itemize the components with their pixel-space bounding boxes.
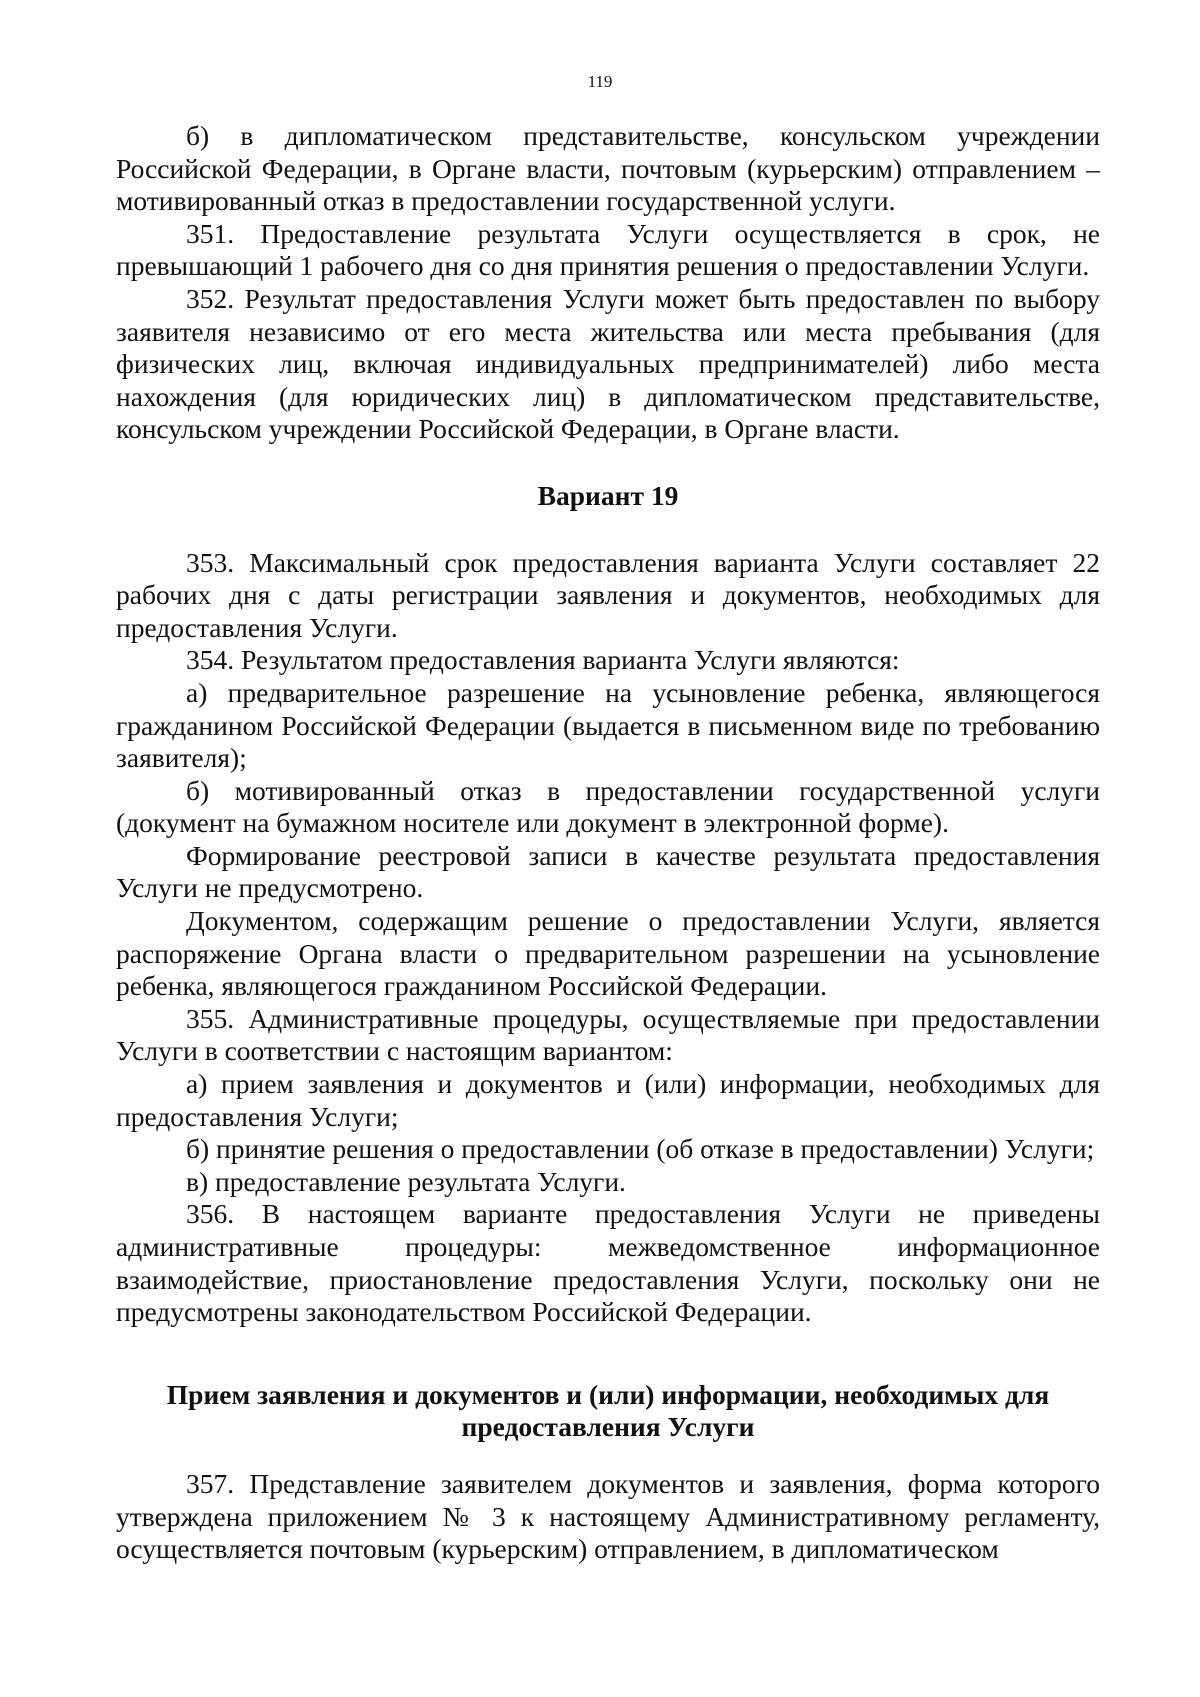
section-heading: Прием заявления и документов и (или) информации, необходимых для предоставления Услуги — [166, 1378, 1050, 1443]
paragraph-355: 355. Административные процедуры, осуществляемые при предоставлении Услуги в соответствии с настоящим вариантом: — [116, 1002, 1100, 1067]
paragraph: б) в дипломатическом представительстве, консульском учреждении Российской Федерации, в Органе власти, почтовым (курьерским) отправлением – мотивированный отказ в предоставлении государственной услуги. — [116, 120, 1100, 217]
page-number: 119 — [587, 72, 613, 91]
paragraph: Документом, содержащим решение о предоставлении Услуги, является распоряжение Органа власти о предварительном разрешении на усыновление ребенка, являющегося гражданином Российской Федерации. — [116, 905, 1100, 1002]
paragraph: а) прием заявления и документов и (или) информации, необходимых для предоставления Услуги; — [116, 1068, 1100, 1132]
paragraph: б) принятие решения о предоставлении (об отказе в предоставлении) Услуги; — [186, 1133, 1095, 1165]
paragraph-353: 353. Максимальный срок предоставления варианта Услуги составляет 22 рабочих дня с даты регистрации заявления и документов, необходимых для предоставления Услуги. — [116, 546, 1100, 643]
paragraph: Формирование реестровой записи в качестве результата предоставления Услуги не предусмотрено. — [116, 839, 1100, 904]
paragraph-354: 354. Результатом предоставления варианта Услуги являются: — [186, 644, 900, 676]
paragraph-352: 352. Результат предоставления Услуги может быть предоставлен по выбору заявителя независимо от его места жительства или места пребывания (для физических лиц, включая индивидуальных предпринимателей) либо места нахождения (для юридических лиц) в дипломатическом представительстве, консульском учреждении Российской Федерации, в Органе власти. — [116, 282, 1100, 445]
variant-heading: Вариант 19 — [537, 479, 679, 511]
paragraph-357: 357. Представление заявителем документов и заявления, форма которого утверждена приложением № 3 к настоящему Административному регламенту, осуществляется почтовым (курьерским) отправлением, в дипломатическом — [116, 1467, 1100, 1565]
paragraph: в) предоставление результата Услуги. — [186, 1165, 626, 1197]
paragraph: а) предварительное разрешение на усыновление ребенка, являющегося гражданином Российской Федерации (выдается в письменном виде по требованию заявителя); — [116, 676, 1100, 774]
paragraph-356: 356. В настоящем варианте предоставления Услуги не приведены административные процедуры: межведомственное информационное взаимодействие, приостановление предоставления Услуги, поскольку они не предусмотрены законодательством Российской Федерации. — [116, 1198, 1100, 1328]
document-body — [116, 120, 1100, 1566]
paragraph: б) мотивированный отказ в предоставлении государственной услуги (документ на бумажном носителе или документ в электронной форме). — [116, 774, 1100, 839]
paragraph-351: 351. Предоставление результата Услуги осуществляется в срок, не превышающий 1 рабочего дня со дня принятия решения о предоставлении Услуги. — [116, 217, 1100, 282]
